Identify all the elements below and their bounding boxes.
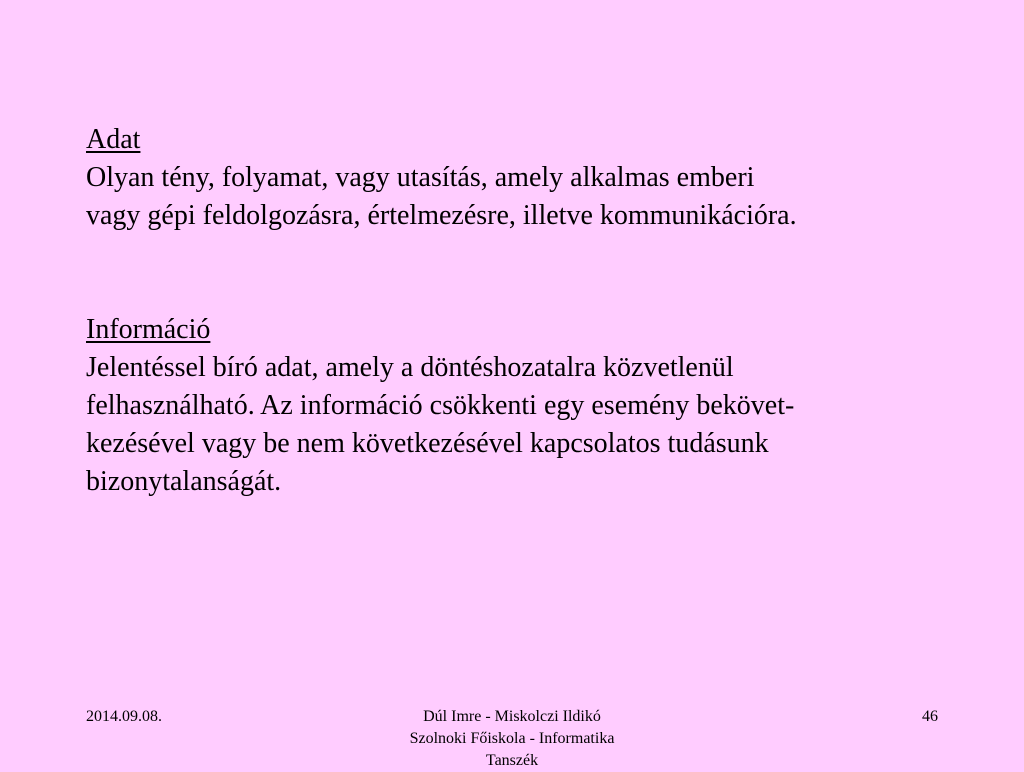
footer-authors: Dúl Imre - Miskolczi Ildikó <box>423 708 601 725</box>
slide-body <box>86 121 986 501</box>
heading-adat: Adat <box>86 124 141 155</box>
definition-informacio-line-4: bizonytalanságát. <box>86 466 282 497</box>
footer-credits <box>362 706 662 772</box>
definition-adat-line-2: vagy gépi feldolgozásra, értelmezésre, illetve kommunikációra. <box>86 200 797 231</box>
footer-institution-line-2: Tanszék <box>485 752 539 769</box>
definition-informacio <box>86 311 986 501</box>
definition-informacio-line-1: Jelentéssel bíró adat, amely a döntéshozatalra közvetlenül <box>86 352 734 383</box>
footer-date: 2014.09.08. <box>86 708 162 725</box>
footer-institution-line-1: Szolnoki Főiskola - Informatika <box>409 730 615 747</box>
heading-informacio: Információ <box>86 314 211 345</box>
definition-adat-line-1: Olyan tény, folyamat, vagy utasítás, amely alkalmas emberi <box>86 162 755 193</box>
definition-informacio-line-3: kezésével vagy be nem következésével kapcsolatos tudásunk <box>86 428 769 459</box>
definition-adat <box>86 121 986 235</box>
page-number: 46 <box>922 708 938 725</box>
section-spacer <box>86 235 986 311</box>
definition-informacio-line-2: felhasználható. Az információ csökkenti egy esemény bekövet- <box>86 390 795 421</box>
